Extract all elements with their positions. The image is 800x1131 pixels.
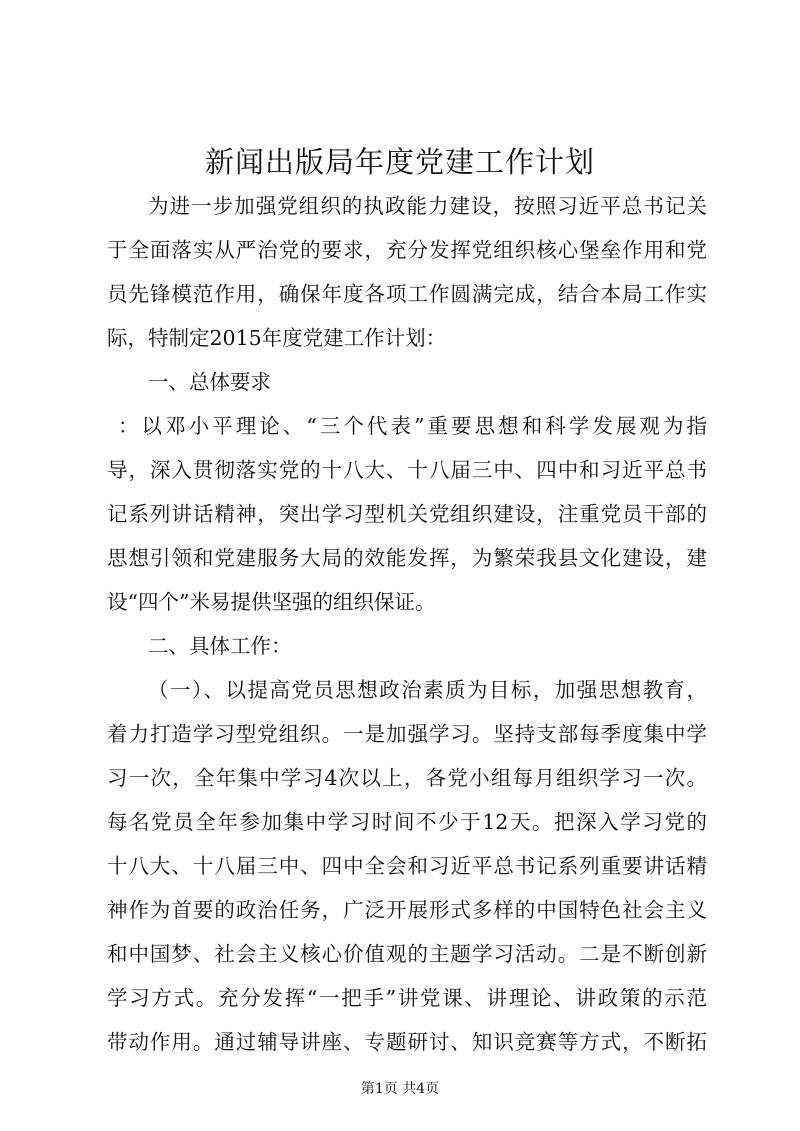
paragraph-line: 和中国梦、社会主义核心价值观的主题学习活动。二是不断创新 bbox=[107, 942, 707, 966]
paragraph-line: 每名党员全年参加集中学习时间不少于12天。把深入学习党的 bbox=[107, 810, 707, 834]
section-heading: 一、总体要求 bbox=[148, 370, 271, 394]
document-title: 新闻出版局年度党建工作计划 bbox=[204, 145, 595, 179]
section-heading: 二、具体工作： bbox=[148, 634, 292, 658]
paragraph-line: 神作为首要的政治任务，广泛开展形式多样的中国特色社会主义 bbox=[107, 898, 707, 922]
paragraph-line: 导，深入贯彻落实党的十八大、十八届三中、四中和习近平总书 bbox=[107, 458, 707, 482]
paragraph-line: 思想引领和党建服务大局的效能发挥，为繁荣我县文化建设，建 bbox=[107, 546, 707, 570]
paragraph-line: 员先锋模范作用，确保年度各项工作圆满完成，结合本局工作实 bbox=[107, 282, 707, 306]
paragraph-line: 带动作用。通过辅导讲座、专题研讨、知识竞赛等方式，不断拓 bbox=[107, 1030, 707, 1054]
page-footer: 第1页 共4页 bbox=[360, 1081, 440, 1097]
paragraph-line: （一）、以提高党员思想政治素质为目标，加强思想教育， bbox=[148, 678, 707, 702]
paragraph-line: 于全面落实从严治党的要求，充分发挥党组织核心堡垒作用和党 bbox=[107, 238, 707, 262]
paragraph-line: ：以邓小平理论、“三个代表”重要思想和科学发展观为指 bbox=[118, 414, 707, 438]
paragraph-line: 际，特制定2015年度党建工作计划： bbox=[107, 326, 447, 350]
paragraph-line: 习一次，全年集中学习4次以上，各党小组每月组织学习一次。 bbox=[107, 766, 707, 790]
paragraph-line: 为进一步加强党组织的执政能力建设，按照习近平总书记关 bbox=[148, 194, 707, 218]
paragraph-line: 十八大、十八届三中、四中全会和习近平总书记系列重要讲话精 bbox=[107, 854, 707, 878]
paragraph-line: 着力打造学习型党组织。一是加强学习。坚持支部每季度集中学 bbox=[107, 722, 707, 746]
paragraph-line: 设“四个”米易提供坚强的组织保证。 bbox=[107, 590, 436, 614]
paragraph-line: 学习方式。充分发挥“一把手”讲党课、讲理论、讲政策的示范 bbox=[107, 986, 707, 1010]
paragraph-line: 记系列讲话精神，突出学习型机关党组织建设，注重党员干部的 bbox=[107, 502, 707, 526]
